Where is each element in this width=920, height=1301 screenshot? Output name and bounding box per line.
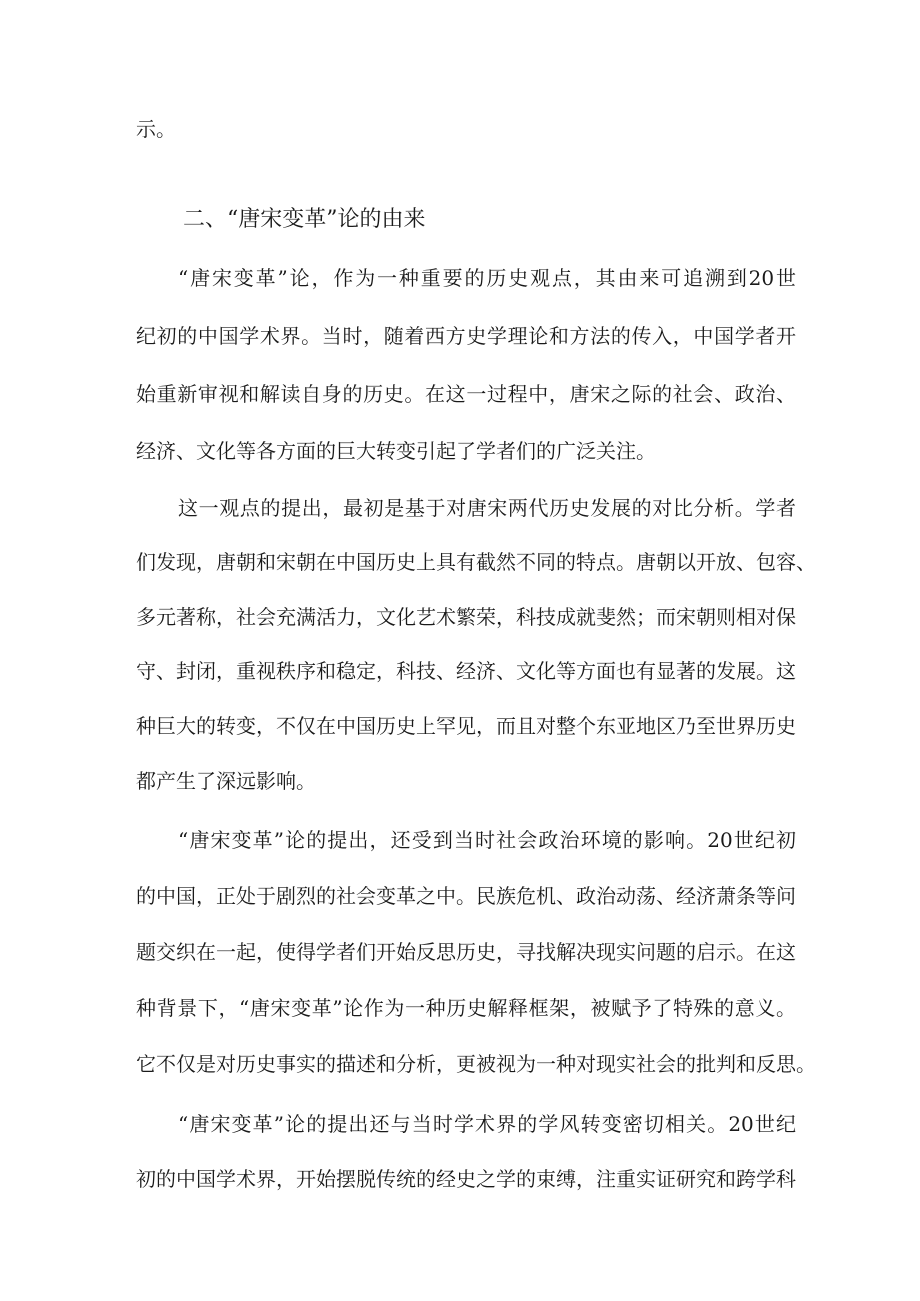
paragraph-line: 初的中国学术界，开始摆脱传统的经史之学的束缚，注重实证研究和跨学科: [136, 1167, 796, 1191]
paragraph-line: 种巨大的转变，不仅在中国历史上罕见，而且对整个东亚地区乃至世界历史: [136, 714, 796, 738]
paragraph-line: 题交织在一起，使得学者们开始反思历史，寻找解决现实问题的启示。在这: [136, 940, 796, 964]
section-heading: 二、“唐宋变革”论的由来: [183, 207, 426, 232]
paragraph-line: 始重新审视和解读自身的历史。在这一过程中，唐宋之际的社会、政治、: [136, 382, 796, 406]
lead-in-text: 示。: [136, 117, 176, 141]
paragraph-line: 多元著称，社会充满活力，文化艺术繁荣，科技成就斐然；而宋朝则相对保: [136, 605, 796, 629]
paragraph-line: 的中国，正处于剧烈的社会变革之中。民族危机、政治动荡、经济萧条等问: [136, 884, 796, 908]
paragraph-line: “唐宋变革”论的提出还与当时学术界的学风转变密切相关。20世纪: [178, 1112, 796, 1136]
paragraph-line: 这一观点的提出，最初是基于对唐宋两代历史发展的对比分析。学者: [178, 496, 796, 520]
paragraph-line: 它不仅是对历史事实的描述和分析，更被视为一种对现实社会的批判和反思。: [136, 1052, 816, 1076]
paragraph-line: “唐宋变革”论，作为一种重要的历史观点，其由来可追溯到20世: [178, 266, 796, 290]
paragraph-line: “唐宋变革”论的提出，还受到当时社会政治环境的影响。20世纪初: [178, 828, 796, 852]
paragraph-line: 种背景下，“唐宋变革”论作为一种历史解释框架，被赋予了特殊的意义。: [136, 996, 796, 1020]
paragraph-line: 们发现，唐朝和宋朝在中国历史上具有截然不同的特点。唐朝以开放、包容、: [136, 550, 816, 574]
paragraph-line: 都产生了深远影响。: [136, 769, 316, 793]
paragraph-line: 纪初的中国学术界。当时，随着西方史学理论和方法的传入，中国学者开: [136, 324, 796, 348]
paragraph-line: 经济、文化等各方面的巨大转变引起了学者们的广泛关注。: [136, 439, 656, 463]
paragraph-line: 守、封闭，重视秩序和稳定，科技、经济、文化等方面也有显著的发展。这: [136, 659, 796, 683]
